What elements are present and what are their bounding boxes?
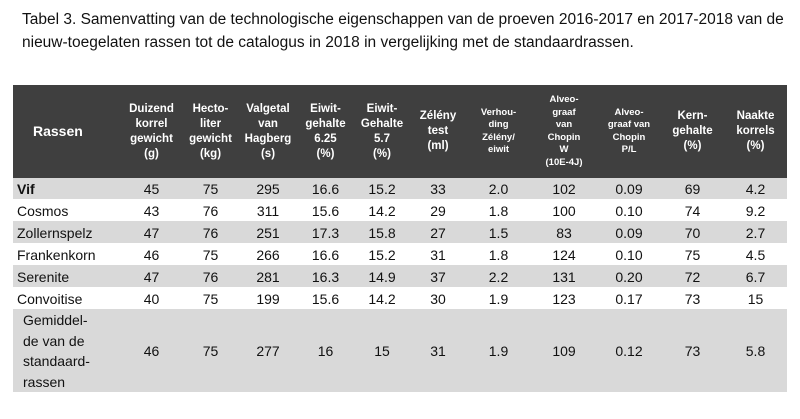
table-caption: Tabel 3. Samenvatting van de technologische eigenschappen van de proeven 2016-2017 en 2017-2018 van de nieuw-toegelaten rassen tot de catalogus in 2018 in vergelijking met de standaardrassen. xyxy=(22,11,784,51)
header-eiwitgehalte-625: Eiwit- gehalte 6.25 (%) xyxy=(297,85,354,178)
value-cell: 2.2 xyxy=(466,266,531,288)
value-cell: 15.2 xyxy=(354,244,410,266)
variety-name-cell: Frankenkorn xyxy=(13,244,121,266)
header-alveograaf-pl: Alveo- graaf van Chopin P/L xyxy=(597,85,661,178)
value-cell: 102 xyxy=(531,178,597,200)
header-alveograaf-w: Alveo- graaf van Chopin W (10E-4J) xyxy=(531,85,597,178)
value-cell: 47 xyxy=(121,222,182,244)
value-cell: 70 xyxy=(661,222,724,244)
value-cell: 40 xyxy=(121,288,182,310)
table-row xyxy=(13,200,787,222)
header-hectolitergewicht: Hecto- liter gewicht (kg) xyxy=(182,85,239,178)
value-cell: 100 xyxy=(531,200,597,222)
variety-name-cell: Vif xyxy=(13,178,121,200)
header-kerngehalte: Kern- gehalte (%) xyxy=(661,85,724,178)
value-cell: 75 xyxy=(661,244,724,266)
table-row xyxy=(13,266,787,288)
value-cell: 14.2 xyxy=(354,200,410,222)
value-cell: 76 xyxy=(182,266,239,288)
value-cell: 0.10 xyxy=(597,244,661,266)
value-cell: 29 xyxy=(410,200,466,222)
value-cell: 266 xyxy=(239,244,297,266)
value-cell: 9.2 xyxy=(724,200,787,222)
value-cell: 311 xyxy=(239,200,297,222)
value-cell: 76 xyxy=(182,222,239,244)
value-cell: 251 xyxy=(239,222,297,244)
value-cell: 69 xyxy=(661,178,724,200)
table-row xyxy=(13,310,787,393)
value-cell: 15.6 xyxy=(297,288,354,310)
value-cell: 0.17 xyxy=(597,288,661,310)
header-duizendkorrelgewicht: Duizend korrel gewicht (g) xyxy=(121,85,182,178)
value-cell: 1.9 xyxy=(466,310,531,393)
variety-name-cell: Gemiddel- de van de standaard- rassen xyxy=(13,310,121,393)
value-cell: 16.3 xyxy=(297,266,354,288)
table-row xyxy=(13,178,787,200)
value-cell: 0.09 xyxy=(597,178,661,200)
value-cell: 30 xyxy=(410,288,466,310)
value-cell: 6.7 xyxy=(724,266,787,288)
header-valgetal: Valgetal van Hagberg (s) xyxy=(239,85,297,178)
value-cell: 2.0 xyxy=(466,178,531,200)
value-cell: 295 xyxy=(239,178,297,200)
value-cell: 5.8 xyxy=(724,310,787,393)
value-cell: 14.2 xyxy=(354,288,410,310)
value-cell: 75 xyxy=(182,244,239,266)
technological-properties-table xyxy=(13,85,787,393)
header-verhouding: Verhou- ding Zélény/ eiwit xyxy=(466,85,531,178)
table-row xyxy=(13,288,787,310)
value-cell: 45 xyxy=(121,178,182,200)
value-cell: 15 xyxy=(724,288,787,310)
value-cell: 14.9 xyxy=(354,266,410,288)
value-cell: 17.3 xyxy=(297,222,354,244)
table-row xyxy=(13,222,787,244)
value-cell: 43 xyxy=(121,200,182,222)
value-cell: 76 xyxy=(182,200,239,222)
value-cell: 123 xyxy=(531,288,597,310)
value-cell: 15.6 xyxy=(297,200,354,222)
value-cell: 1.8 xyxy=(466,244,531,266)
value-cell: 27 xyxy=(410,222,466,244)
table-row xyxy=(13,244,787,266)
value-cell: 15 xyxy=(354,310,410,393)
value-cell: 33 xyxy=(410,178,466,200)
value-cell: 0.10 xyxy=(597,200,661,222)
value-cell: 199 xyxy=(239,288,297,310)
header-eiwitgehalte-57: Eiwit- Gehalte 5.7 (%) xyxy=(354,85,410,178)
value-cell: 16.6 xyxy=(297,178,354,200)
variety-name-cell: Serenite xyxy=(13,266,121,288)
variety-name-cell: Convoitise xyxy=(13,288,121,310)
value-cell: 74 xyxy=(661,200,724,222)
header-rassen: Rassen xyxy=(13,85,121,178)
value-cell: 73 xyxy=(661,310,724,393)
value-cell: 4.2 xyxy=(724,178,787,200)
value-cell: 46 xyxy=(121,244,182,266)
header-row xyxy=(13,85,787,178)
value-cell: 1.9 xyxy=(466,288,531,310)
value-cell: 124 xyxy=(531,244,597,266)
value-cell: 109 xyxy=(531,310,597,393)
value-cell: 16 xyxy=(297,310,354,393)
value-cell: 31 xyxy=(410,310,466,393)
value-cell: 37 xyxy=(410,266,466,288)
value-cell: 75 xyxy=(182,178,239,200)
value-cell: 4.5 xyxy=(724,244,787,266)
variety-name-cell: Zollernspelz xyxy=(13,222,121,244)
value-cell: 2.7 xyxy=(724,222,787,244)
value-cell: 46 xyxy=(121,310,182,393)
value-cell: 0.12 xyxy=(597,310,661,393)
value-cell: 1.8 xyxy=(466,200,531,222)
value-cell: 75 xyxy=(182,310,239,393)
header-naakte-korrels: Naakte korrels (%) xyxy=(724,85,787,178)
value-cell: 15.2 xyxy=(354,178,410,200)
value-cell: 0.20 xyxy=(597,266,661,288)
value-cell: 47 xyxy=(121,266,182,288)
value-cell: 131 xyxy=(531,266,597,288)
value-cell: 277 xyxy=(239,310,297,393)
value-cell: 281 xyxy=(239,266,297,288)
value-cell: 73 xyxy=(661,288,724,310)
variety-name-cell: Cosmos xyxy=(13,200,121,222)
value-cell: 16.6 xyxy=(297,244,354,266)
header-zeleny: Zélény test (ml) xyxy=(410,85,466,178)
value-cell: 1.5 xyxy=(466,222,531,244)
value-cell: 0.09 xyxy=(597,222,661,244)
value-cell: 15.8 xyxy=(354,222,410,244)
value-cell: 83 xyxy=(531,222,597,244)
value-cell: 31 xyxy=(410,244,466,266)
value-cell: 72 xyxy=(661,266,724,288)
value-cell: 75 xyxy=(182,288,239,310)
